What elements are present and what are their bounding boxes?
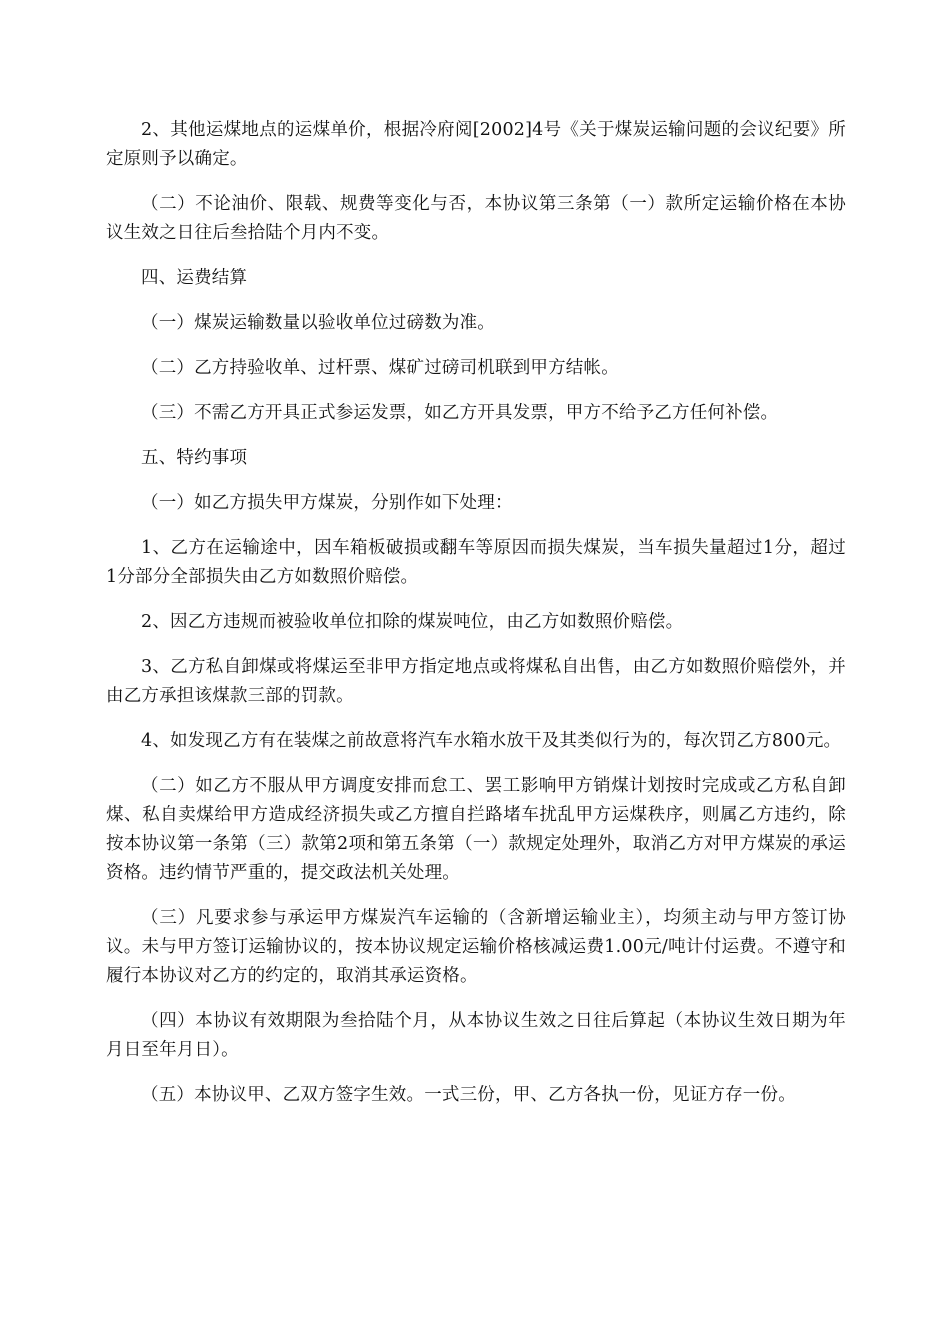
- paragraph-16: （五）本协议甲、乙双方签字生效。一式三份，甲、乙方各执一份，见证方存一份。: [141, 1085, 796, 1105]
- paragraph-6: （三）不需乙方开具正式参运发票，如乙方开具发票，甲方不给予乙方任何补偿。: [141, 403, 779, 423]
- paragraph-4: （一）煤炭运输数量以验收单位过磅数为准。: [141, 313, 495, 333]
- paragraph-15: （四）本协议有效期限为叁拾陆个月，从本协议生效之日往后算起（本协议生效日期为年月日至年月日）。: [106, 1011, 846, 1060]
- paragraph-5: （二）乙方持验收单、过杆票、煤矿过磅司机联到甲方结帐。: [141, 358, 619, 378]
- section-heading-freight-settlement: 四、运费结算: [141, 268, 248, 288]
- paragraph-2: （二）不论油价、限载、规费等变化与否，本协议第三条第（一）款所定运输价格在本协议生效之日往后叁拾陆个月内不变。: [106, 194, 846, 243]
- section-heading-special-terms: 五、特约事项: [141, 448, 248, 468]
- paragraph-1: 2、其他运煤地点的运煤单价，根据冷府阅[2002]4号《关于煤炭运输问题的会议纪要》所定原则予以确定。: [106, 120, 846, 169]
- paragraph-13: （二）如乙方不服从甲方调度安排而怠工、罢工影响甲方销煤计划按时完成或乙方私自卸煤、私自卖煤给甲方造成经济损失或乙方擅自拦路堵车扰乱甲方运煤秩序，则属乙方违约，除按本协议第一条第（三）款第2项和第五条第（一）款规定处理外，取消乙方对甲方煤炭的承运资格。违约情节严重的，提交政法机关处理。: [106, 776, 846, 883]
- paragraph-8: （一）如乙方损失甲方煤炭，分别作如下处理：: [141, 493, 513, 513]
- paragraph-14: （三）凡要求参与承运甲方煤炭汽车运输的（含新增运输业主），均须主动与甲方签订协议。未与甲方签订运输协议的，按本协议规定运输价格核减运费1.00元/吨计付运费。不遵守和履行本协议对乙方的约定的，取消其承运资格。: [106, 908, 846, 986]
- paragraph-11: 3、乙方私自卸煤或将煤运至非甲方指定地点或将煤私自出售，由乙方如数照价赔偿外，并由乙方承担该煤款三部的罚款。: [106, 657, 846, 706]
- paragraph-10: 2、因乙方违规而被验收单位扣除的煤炭吨位，由乙方如数照价赔偿。: [141, 612, 684, 632]
- paragraph-12: 4、如发现乙方有在装煤之前故意将汽车水箱水放干及其类似行为的，每次罚乙方800元。: [141, 731, 842, 751]
- document-body: [106, 116, 846, 1126]
- paragraph-9: 1、乙方在运输途中，因车箱板破损或翻车等原因而损失煤炭，当车损失量超过1分，超过1分部分全部损失由乙方如数照价赔偿。: [106, 538, 846, 587]
